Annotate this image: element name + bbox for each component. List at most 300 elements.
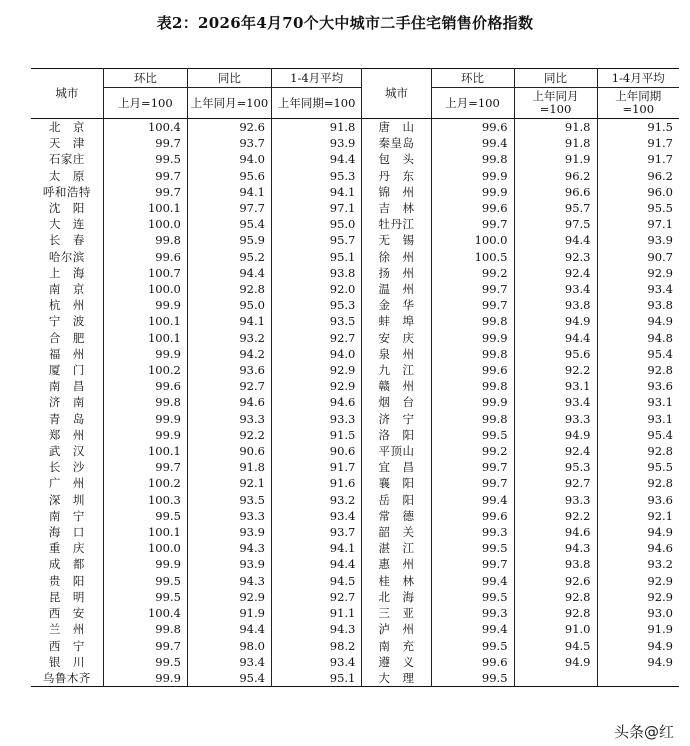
city-left-cell: 海 口 (48, 525, 85, 540)
table-row (31, 540, 679, 556)
city-right-cell: 襄 阳 (362, 475, 431, 491)
city-left-cell: 杭 州 (48, 298, 85, 313)
table-row (31, 346, 679, 362)
city-left-cell: 福 州 (48, 346, 85, 361)
city-right-cell: 金 华 (362, 297, 431, 313)
yoy-right-cell (514, 670, 597, 687)
city-right-cell: 桂 林 (362, 573, 431, 589)
yoy-right-cell: 95.3 (514, 459, 597, 475)
city-right-cell: 南 充 (362, 638, 431, 654)
table-row (31, 670, 679, 687)
yoy-right-cell: 92.4 (514, 443, 597, 459)
header-mom-sub-right: 上月=100 (431, 88, 514, 119)
table-row (31, 281, 679, 297)
avg-left-cell: 93.5 (271, 313, 361, 329)
yoy-right-cell: 92.3 (514, 249, 597, 265)
city-right-cell: 湛 江 (362, 540, 431, 556)
city-right-cell: 温 州 (362, 281, 431, 297)
mom-right-cell: 99.6 (431, 200, 514, 216)
avg-right-cell: 96.0 (597, 184, 679, 200)
yoy-right-cell: 91.8 (514, 135, 597, 151)
mom-left-cell: 100.3 (103, 492, 187, 508)
avg-right-cell: 94.6 (597, 540, 679, 556)
avg-right-cell: 95.4 (597, 427, 679, 443)
avg-left-cell: 93.7 (271, 524, 361, 540)
yoy-left-cell: 94.6 (187, 394, 271, 410)
city-left-cell: 济 南 (48, 395, 85, 410)
mom-right-cell: 99.8 (431, 378, 514, 394)
avg-right-cell: 93.9 (597, 232, 679, 248)
avg-right-cell: 92.9 (597, 573, 679, 589)
header-mom-right: 环比 (431, 69, 514, 88)
table-row (31, 589, 679, 605)
city-left-cell: 长 沙 (48, 460, 85, 475)
table-row (31, 427, 679, 443)
mom-left-cell: 99.7 (103, 135, 187, 151)
avg-left-cell: 94.3 (271, 621, 361, 637)
yoy-left-cell: 91.9 (187, 605, 271, 621)
city-left-cell: 石家庄 (48, 152, 85, 167)
yoy-left-cell: 95.4 (187, 216, 271, 232)
yoy-left-cell: 93.4 (187, 654, 271, 670)
yoy-left-cell: 94.3 (187, 573, 271, 589)
mom-left-cell: 99.5 (103, 508, 187, 524)
avg-right-cell: 92.8 (597, 443, 679, 459)
city-right-cell: 济 宁 (362, 411, 431, 427)
table-row (31, 232, 679, 248)
avg-left-cell: 94.4 (271, 556, 361, 572)
avg-right-cell: 90.7 (597, 249, 679, 265)
header-avg-right: 1-4月平均 (597, 69, 679, 88)
yoy-right-cell: 95.6 (514, 346, 597, 362)
city-left-cell: 昆 明 (48, 589, 85, 604)
city-right-cell: 秦皇岛 (362, 135, 431, 151)
avg-left-cell: 91.1 (271, 605, 361, 621)
city-right-cell: 包 头 (362, 151, 431, 167)
mom-left-cell: 100.1 (103, 200, 187, 216)
mom-right-cell: 99.6 (431, 508, 514, 524)
yoy-left-cell: 98.0 (187, 638, 271, 654)
city-right-cell: 岳 阳 (362, 492, 431, 508)
city-left-cell: 重 庆 (48, 541, 85, 556)
table-row (31, 200, 679, 216)
table-row (31, 168, 679, 184)
avg-right-cell: 94.8 (597, 330, 679, 346)
avg-left-cell: 93.3 (271, 411, 361, 427)
table-row (31, 573, 679, 589)
price-index-table (31, 68, 679, 687)
avg-left-cell: 93.2 (271, 492, 361, 508)
yoy-left-cell: 93.9 (187, 556, 271, 572)
table-row (31, 638, 679, 654)
yoy-right-cell: 91.9 (514, 151, 597, 167)
header-yoy-sub-right: 上年同月 =100 (514, 88, 597, 119)
yoy-left-cell: 94.4 (187, 265, 271, 281)
header-yoy-sub: 上年同月=100 (187, 88, 271, 119)
yoy-left-cell: 94.2 (187, 346, 271, 362)
yoy-right-cell: 94.9 (514, 427, 597, 443)
mom-left-cell: 100.2 (103, 475, 187, 491)
city-left-cell: 郑 州 (48, 427, 85, 442)
yoy-left-cell: 95.2 (187, 249, 271, 265)
avg-left-cell: 98.2 (271, 638, 361, 654)
yoy-left-cell: 94.1 (187, 184, 271, 200)
avg-left-cell: 95.3 (271, 297, 361, 313)
yoy-left-cell: 92.7 (187, 378, 271, 394)
mom-left-cell: 99.9 (103, 297, 187, 313)
table-row (31, 249, 679, 265)
city-left-cell: 乌鲁木齐 (42, 670, 91, 685)
avg-left-cell: 92.9 (271, 362, 361, 378)
mom-right-cell: 99.6 (431, 654, 514, 670)
city-right-cell: 烟 台 (362, 394, 431, 410)
yoy-right-cell: 93.1 (514, 378, 597, 394)
avg-left-cell: 94.6 (271, 394, 361, 410)
yoy-right-cell: 91.0 (514, 621, 597, 637)
mom-left-cell: 99.5 (103, 573, 187, 589)
avg-right-cell (597, 670, 679, 687)
table-row (31, 362, 679, 378)
avg-left-cell: 92.7 (271, 589, 361, 605)
yoy-left-cell: 92.9 (187, 589, 271, 605)
avg-left-cell: 93.4 (271, 654, 361, 670)
mom-right-cell: 99.8 (431, 151, 514, 167)
city-right-cell: 徐 州 (362, 249, 431, 265)
table-row (31, 135, 679, 151)
mom-left-cell: 99.8 (103, 232, 187, 248)
mom-right-cell: 99.5 (431, 540, 514, 556)
avg-left-cell: 93.8 (271, 265, 361, 281)
header-avg: 1-4月平均 (271, 69, 361, 88)
city-right-cell: 牡丹江 (362, 216, 431, 232)
page-title: 表2：2026年4月70个大中城市二手住宅销售价格指数 (156, 14, 534, 32)
mom-right-cell: 99.9 (431, 184, 514, 200)
city-right-cell: 无 锡 (362, 232, 431, 248)
city-left-cell: 太 原 (48, 168, 85, 183)
avg-left-cell: 95.0 (271, 216, 361, 232)
avg-left-cell: 92.0 (271, 281, 361, 297)
city-left-cell: 厦 门 (48, 363, 85, 378)
header-avg-sub-right: 上年同期 =100 (597, 88, 679, 119)
mom-right-cell: 99.7 (431, 281, 514, 297)
avg-left-cell: 91.7 (271, 459, 361, 475)
city-left-cell: 西 宁 (48, 638, 85, 653)
city-left-cell: 武 汉 (48, 444, 85, 459)
city-right-cell: 常 德 (362, 508, 431, 524)
yoy-left-cell: 94.1 (187, 313, 271, 329)
city-left-cell: 兰 州 (48, 622, 85, 637)
mom-left-cell: 99.8 (103, 621, 187, 637)
city-left-cell: 合 肥 (48, 330, 85, 345)
avg-left-cell: 91.6 (271, 475, 361, 491)
yoy-right-cell: 94.9 (514, 313, 597, 329)
yoy-right-cell: 96.2 (514, 168, 597, 184)
yoy-right-cell: 94.5 (514, 638, 597, 654)
yoy-left-cell: 93.2 (187, 330, 271, 346)
header-mom: 环比 (103, 69, 187, 88)
yoy-left-cell: 91.8 (187, 459, 271, 475)
header-yoy-right: 同比 (514, 69, 597, 88)
table-row (31, 443, 679, 459)
city-right-cell: 泉 州 (362, 346, 431, 362)
table-row (31, 524, 679, 540)
city-left-cell: 南 宁 (48, 508, 85, 523)
mom-right-cell: 99.6 (431, 362, 514, 378)
avg-left-cell: 92.9 (271, 378, 361, 394)
city-right-cell: 惠 州 (362, 556, 431, 572)
mom-right-cell: 99.9 (431, 394, 514, 410)
yoy-right-cell: 92.6 (514, 573, 597, 589)
mom-right-cell: 99.5 (431, 589, 514, 605)
avg-right-cell: 93.4 (597, 281, 679, 297)
mom-right-cell: 99.7 (431, 216, 514, 232)
city-left-cell: 广 州 (48, 476, 85, 491)
yoy-left-cell: 93.7 (187, 135, 271, 151)
city-left-cell: 大 连 (48, 217, 85, 232)
mom-left-cell: 99.5 (103, 589, 187, 605)
city-left-cell: 贵 阳 (48, 573, 85, 588)
city-left-cell: 沈 阳 (48, 201, 85, 216)
table-body (31, 119, 679, 687)
avg-right-cell: 93.8 (597, 297, 679, 313)
city-right-cell: 安 庆 (362, 330, 431, 346)
mom-left-cell: 99.9 (103, 411, 187, 427)
yoy-right-cell: 94.9 (514, 654, 597, 670)
avg-right-cell: 91.5 (597, 119, 679, 136)
avg-left-cell: 94.4 (271, 151, 361, 167)
avg-right-cell: 96.2 (597, 168, 679, 184)
table-row (31, 605, 679, 621)
mom-right-cell: 100.5 (431, 249, 514, 265)
city-right-cell: 九 江 (362, 362, 431, 378)
mom-left-cell: 99.9 (103, 346, 187, 362)
table-row (31, 556, 679, 572)
avg-left-cell: 95.1 (271, 670, 361, 687)
mom-left-cell: 99.9 (103, 556, 187, 572)
avg-left-cell: 93.4 (271, 508, 361, 524)
yoy-right-cell: 93.4 (514, 281, 597, 297)
table-row (31, 313, 679, 329)
yoy-right-cell: 93.8 (514, 297, 597, 313)
city-left-cell: 呼和浩特 (42, 184, 91, 199)
avg-right-cell: 92.8 (597, 475, 679, 491)
city-right-cell: 三 亚 (362, 605, 431, 621)
mom-right-cell: 99.9 (431, 168, 514, 184)
yoy-left-cell: 93.3 (187, 411, 271, 427)
mom-left-cell: 100.2 (103, 362, 187, 378)
city-right-cell: 北 海 (362, 589, 431, 605)
yoy-left-cell: 94.3 (187, 540, 271, 556)
avg-right-cell: 92.1 (597, 508, 679, 524)
mom-right-cell: 99.8 (431, 346, 514, 362)
mom-right-cell: 99.3 (431, 605, 514, 621)
mom-left-cell: 99.7 (103, 638, 187, 654)
mom-right-cell: 99.4 (431, 573, 514, 589)
city-right-cell: 赣 州 (362, 378, 431, 394)
table-row (31, 394, 679, 410)
avg-right-cell: 93.0 (597, 605, 679, 621)
mom-left-cell: 99.7 (103, 168, 187, 184)
mom-right-cell: 99.7 (431, 297, 514, 313)
mom-right-cell: 99.7 (431, 556, 514, 572)
mom-left-cell: 99.6 (103, 378, 187, 394)
mom-left-cell: 100.4 (103, 119, 187, 136)
yoy-right-cell: 92.8 (514, 589, 597, 605)
mom-right-cell: 99.8 (431, 411, 514, 427)
avg-left-cell: 91.5 (271, 427, 361, 443)
city-right-cell: 吉 林 (362, 200, 431, 216)
city-right-cell: 锦 州 (362, 184, 431, 200)
yoy-right-cell: 91.8 (514, 119, 597, 136)
city-left-cell: 上 海 (48, 265, 85, 280)
avg-left-cell: 92.7 (271, 330, 361, 346)
yoy-right-cell: 96.6 (514, 184, 597, 200)
city-right-cell: 蚌 埠 (362, 313, 431, 329)
city-left-cell: 深 圳 (48, 492, 85, 507)
yoy-left-cell: 94.0 (187, 151, 271, 167)
yoy-left-cell: 95.9 (187, 232, 271, 248)
yoy-right-cell: 93.3 (514, 492, 597, 508)
city-right-cell: 宜 昌 (362, 459, 431, 475)
city-right-cell: 丹 东 (362, 168, 431, 184)
city-left-cell: 长 春 (48, 233, 85, 248)
mom-right-cell: 99.7 (431, 475, 514, 491)
avg-left-cell: 91.8 (271, 119, 361, 136)
header-yoy: 同比 (187, 69, 271, 88)
avg-right-cell: 95.4 (597, 346, 679, 362)
yoy-right-cell: 93.3 (514, 411, 597, 427)
mom-left-cell: 100.1 (103, 443, 187, 459)
yoy-left-cell: 95.0 (187, 297, 271, 313)
city-left-cell: 南 昌 (48, 379, 85, 394)
mom-left-cell: 99.6 (103, 249, 187, 265)
avg-right-cell: 93.6 (597, 492, 679, 508)
city-left-cell: 银 川 (48, 654, 85, 669)
avg-left-cell: 95.1 (271, 249, 361, 265)
avg-left-cell: 94.1 (271, 540, 361, 556)
mom-right-cell: 99.2 (431, 265, 514, 281)
yoy-left-cell: 93.3 (187, 508, 271, 524)
yoy-right-cell: 94.6 (514, 524, 597, 540)
avg-left-cell: 94.5 (271, 573, 361, 589)
header-avg-sub: 上年同期=100 (271, 88, 361, 119)
avg-left-cell: 97.1 (271, 200, 361, 216)
table-row (31, 475, 679, 491)
mom-right-cell: 99.2 (431, 443, 514, 459)
mom-left-cell: 100.0 (103, 216, 187, 232)
mom-left-cell: 99.5 (103, 654, 187, 670)
city-right-cell: 唐 山 (362, 119, 431, 136)
mom-right-cell: 99.9 (431, 330, 514, 346)
avg-right-cell: 94.9 (597, 654, 679, 670)
mom-left-cell: 100.4 (103, 605, 187, 621)
mom-left-cell: 99.5 (103, 151, 187, 167)
yoy-right-cell: 97.5 (514, 216, 597, 232)
mom-right-cell: 99.4 (431, 492, 514, 508)
yoy-right-cell: 92.4 (514, 265, 597, 281)
avg-right-cell: 94.9 (597, 638, 679, 654)
yoy-left-cell: 90.6 (187, 443, 271, 459)
yoy-right-cell: 93.8 (514, 556, 597, 572)
yoy-left-cell: 93.9 (187, 524, 271, 540)
yoy-left-cell: 95.6 (187, 168, 271, 184)
yoy-left-cell: 92.1 (187, 475, 271, 491)
mom-right-cell: 99.8 (431, 313, 514, 329)
avg-right-cell: 95.5 (597, 200, 679, 216)
avg-left-cell: 95.7 (271, 232, 361, 248)
table-row (31, 508, 679, 524)
avg-right-cell: 91.7 (597, 151, 679, 167)
yoy-right-cell: 94.4 (514, 232, 597, 248)
mom-right-cell: 99.6 (431, 119, 514, 136)
yoy-left-cell: 94.4 (187, 621, 271, 637)
mom-right-cell: 99.5 (431, 427, 514, 443)
avg-right-cell: 92.8 (597, 362, 679, 378)
avg-right-cell: 93.2 (597, 556, 679, 572)
city-right-cell: 遵 义 (362, 654, 431, 670)
avg-right-cell: 94.9 (597, 313, 679, 329)
table-row (31, 119, 679, 136)
table-row (31, 216, 679, 232)
avg-right-cell: 91.9 (597, 621, 679, 637)
table-row (31, 492, 679, 508)
table-row (31, 411, 679, 427)
mom-left-cell: 100.7 (103, 265, 187, 281)
table-row (31, 330, 679, 346)
city-left-cell: 青 岛 (48, 411, 85, 426)
header-mom-sub: 上月=100 (103, 88, 187, 119)
header-city-right: 城市 (362, 69, 431, 119)
city-left-cell: 成 都 (48, 557, 85, 572)
table-row (31, 378, 679, 394)
table-row (31, 459, 679, 475)
avg-right-cell: 92.9 (597, 265, 679, 281)
yoy-right-cell: 92.2 (514, 362, 597, 378)
avg-right-cell: 91.7 (597, 135, 679, 151)
city-right-cell: 扬 州 (362, 265, 431, 281)
yoy-left-cell: 92.2 (187, 427, 271, 443)
avg-left-cell: 90.6 (271, 443, 361, 459)
yoy-right-cell: 92.7 (514, 475, 597, 491)
mom-left-cell: 99.7 (103, 459, 187, 475)
city-left-cell: 哈尔滨 (48, 249, 85, 264)
avg-left-cell: 94.1 (271, 184, 361, 200)
avg-right-cell: 93.1 (597, 411, 679, 427)
table-row (31, 265, 679, 281)
mom-right-cell: 99.3 (431, 524, 514, 540)
avg-right-cell: 93.6 (597, 378, 679, 394)
mom-left-cell: 100.1 (103, 330, 187, 346)
mom-right-cell: 100.0 (431, 232, 514, 248)
mom-right-cell: 99.4 (431, 621, 514, 637)
city-left-cell: 北 京 (48, 120, 85, 134)
mom-right-cell: 99.4 (431, 135, 514, 151)
yoy-right-cell: 93.4 (514, 394, 597, 410)
city-right-cell: 泸 州 (362, 621, 431, 637)
avg-left-cell: 95.3 (271, 168, 361, 184)
mom-left-cell: 99.9 (103, 670, 187, 687)
city-right-cell: 大 理 (362, 670, 431, 687)
mom-left-cell: 99.9 (103, 427, 187, 443)
table-row (31, 621, 679, 637)
mom-left-cell: 100.0 (103, 281, 187, 297)
yoy-left-cell: 93.6 (187, 362, 271, 378)
city-right-cell: 洛 阳 (362, 427, 431, 443)
yoy-left-cell: 97.7 (187, 200, 271, 216)
mom-left-cell: 100.1 (103, 313, 187, 329)
table-row (31, 297, 679, 313)
city-right-cell: 平顶山 (362, 443, 431, 459)
